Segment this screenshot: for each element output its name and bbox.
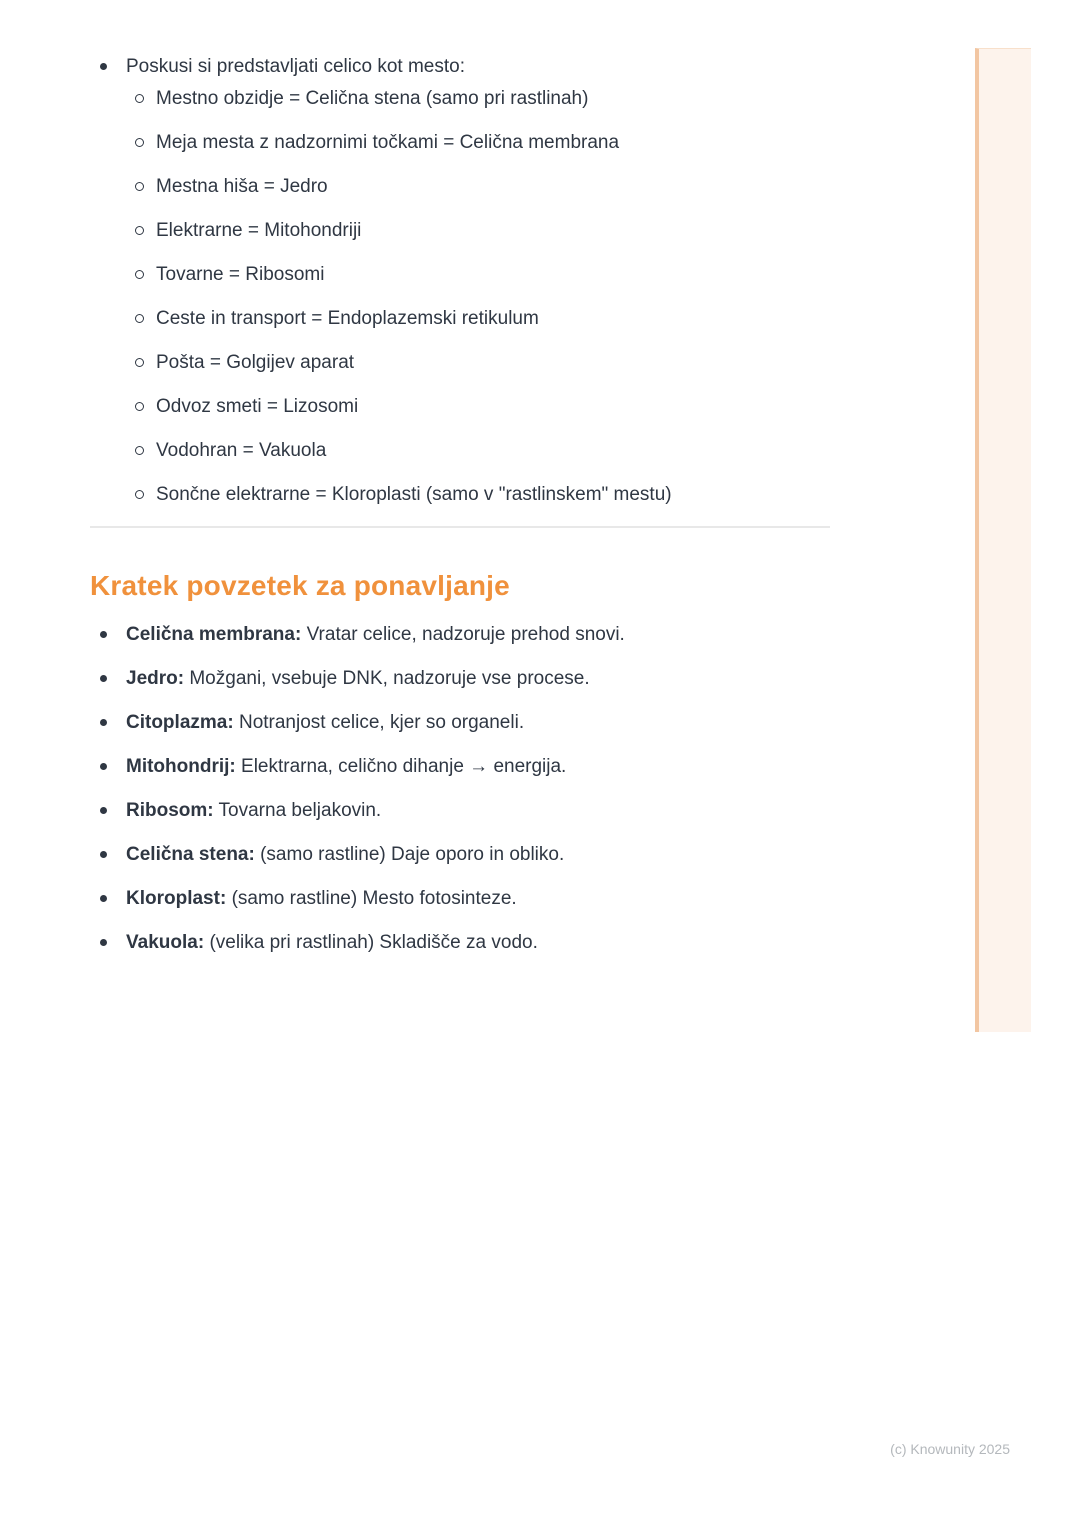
- bullet-circle-icon: [135, 490, 144, 499]
- analogy-intro-text: Poskusi si predstavljati celico kot mesto:: [126, 56, 465, 77]
- bullet-circle-icon: [135, 182, 144, 191]
- bullet-circle-icon: [135, 358, 144, 367]
- bullet-circle-icon: [135, 94, 144, 103]
- list-item-text: [126, 844, 564, 865]
- list-item-text: [126, 756, 566, 777]
- bullet-circle-icon: [135, 314, 144, 323]
- list-item-text: Ceste in transport = Endoplazemski retikulum: [156, 308, 539, 329]
- bullet-disc-icon: [100, 675, 107, 682]
- list-item: [126, 174, 830, 200]
- list-item: [126, 218, 830, 244]
- list-item: [90, 710, 830, 736]
- analogy-sub-list: [126, 86, 830, 508]
- term-label: Kloroplast:: [126, 888, 227, 909]
- copyright-footer: (c) Knowunity 2025: [890, 1441, 1010, 1457]
- list-item-text: Elektrarne = Mitohondriji: [156, 220, 362, 241]
- list-item-text: Sončne elektrarne = Kloroplasti (samo v "rastlinskem" mestu): [156, 484, 672, 505]
- term-description: Elektrarna, celično dihanje → energija.: [241, 756, 567, 777]
- list-item-text: [126, 668, 590, 689]
- bullet-disc-icon: [100, 631, 107, 638]
- term-label: Celična membrana:: [126, 624, 302, 645]
- bullet-disc-icon: [100, 719, 107, 726]
- document-content: [90, 54, 830, 974]
- list-item-text: Tovarne = Ribosomi: [156, 264, 325, 285]
- bullet-circle-icon: [135, 402, 144, 411]
- summary-list: [90, 622, 830, 956]
- term-description: (samo rastline) Mesto fotosinteze.: [231, 888, 517, 909]
- list-item: [90, 886, 830, 912]
- term-description: Notranjost celice, kjer so organeli.: [238, 712, 525, 733]
- bullet-disc-icon: [100, 807, 107, 814]
- bullet-circle-icon: [135, 446, 144, 455]
- section-divider: [90, 526, 830, 528]
- list-item: [126, 86, 830, 112]
- list-item-text: Mestno obzidje = Celična stena (samo pri rastlinah): [156, 88, 589, 109]
- term-label: Citoplazma:: [126, 712, 234, 733]
- term-description: Možgani, vsebuje DNK, nadzoruje vse procese.: [189, 668, 590, 689]
- bullet-disc-icon: [100, 939, 107, 946]
- term-label: Celična stena:: [126, 844, 255, 865]
- bullet-disc-icon: [100, 63, 107, 70]
- list-item: [90, 666, 830, 692]
- bullet-circle-icon: [135, 270, 144, 279]
- term-label: Mitohondrij:: [126, 756, 236, 777]
- term-label: Vakuola:: [126, 932, 205, 953]
- list-item-text: [126, 624, 625, 645]
- list-item: [90, 842, 830, 868]
- bullet-circle-icon: [135, 226, 144, 235]
- list-item: [126, 262, 830, 288]
- term-description: (samo rastline) Daje oporo in obliko.: [260, 844, 565, 865]
- bullet-disc-icon: [100, 763, 107, 770]
- list-item-text: Vodohran = Vakuola: [156, 440, 327, 461]
- list-item: [90, 754, 830, 780]
- list-item-text: [126, 800, 381, 821]
- list-item: [126, 350, 830, 376]
- bullet-disc-icon: [100, 895, 107, 902]
- list-item: [90, 54, 830, 508]
- list-item-text: [126, 712, 524, 733]
- list-item-text: Pošta = Golgijev aparat: [156, 352, 355, 373]
- list-item-text: Mestna hiša = Jedro: [156, 176, 328, 197]
- term-label: Ribosom:: [126, 800, 214, 821]
- term-description: Vratar celice, nadzoruje prehod snovi.: [306, 624, 625, 645]
- cell-city-analogy-list: [90, 54, 830, 508]
- bullet-disc-icon: [100, 851, 107, 858]
- list-item: [126, 482, 830, 508]
- term-description: Tovarna beljakovin.: [218, 800, 382, 821]
- term-label: Jedro:: [126, 668, 185, 689]
- list-item: [90, 798, 830, 824]
- list-item: [90, 930, 830, 956]
- term-description: (velika pri rastlinah) Skladišče za vodo.: [209, 932, 538, 953]
- list-item-text: Odvoz smeti = Lizosomi: [156, 396, 359, 417]
- bullet-circle-icon: [135, 138, 144, 147]
- accent-stripe: [975, 48, 1031, 1032]
- summary-section-heading: Kratek povzetek za ponavljanje: [90, 570, 510, 601]
- list-item: [90, 622, 830, 648]
- list-item-text: [126, 932, 538, 953]
- list-item: [126, 438, 830, 464]
- list-item: [126, 394, 830, 420]
- list-item: [126, 130, 830, 156]
- list-item: [126, 306, 830, 332]
- list-item-text: [126, 888, 517, 909]
- list-item-text: Meja mesta z nadzornimi točkami = Celična membrana: [156, 132, 620, 153]
